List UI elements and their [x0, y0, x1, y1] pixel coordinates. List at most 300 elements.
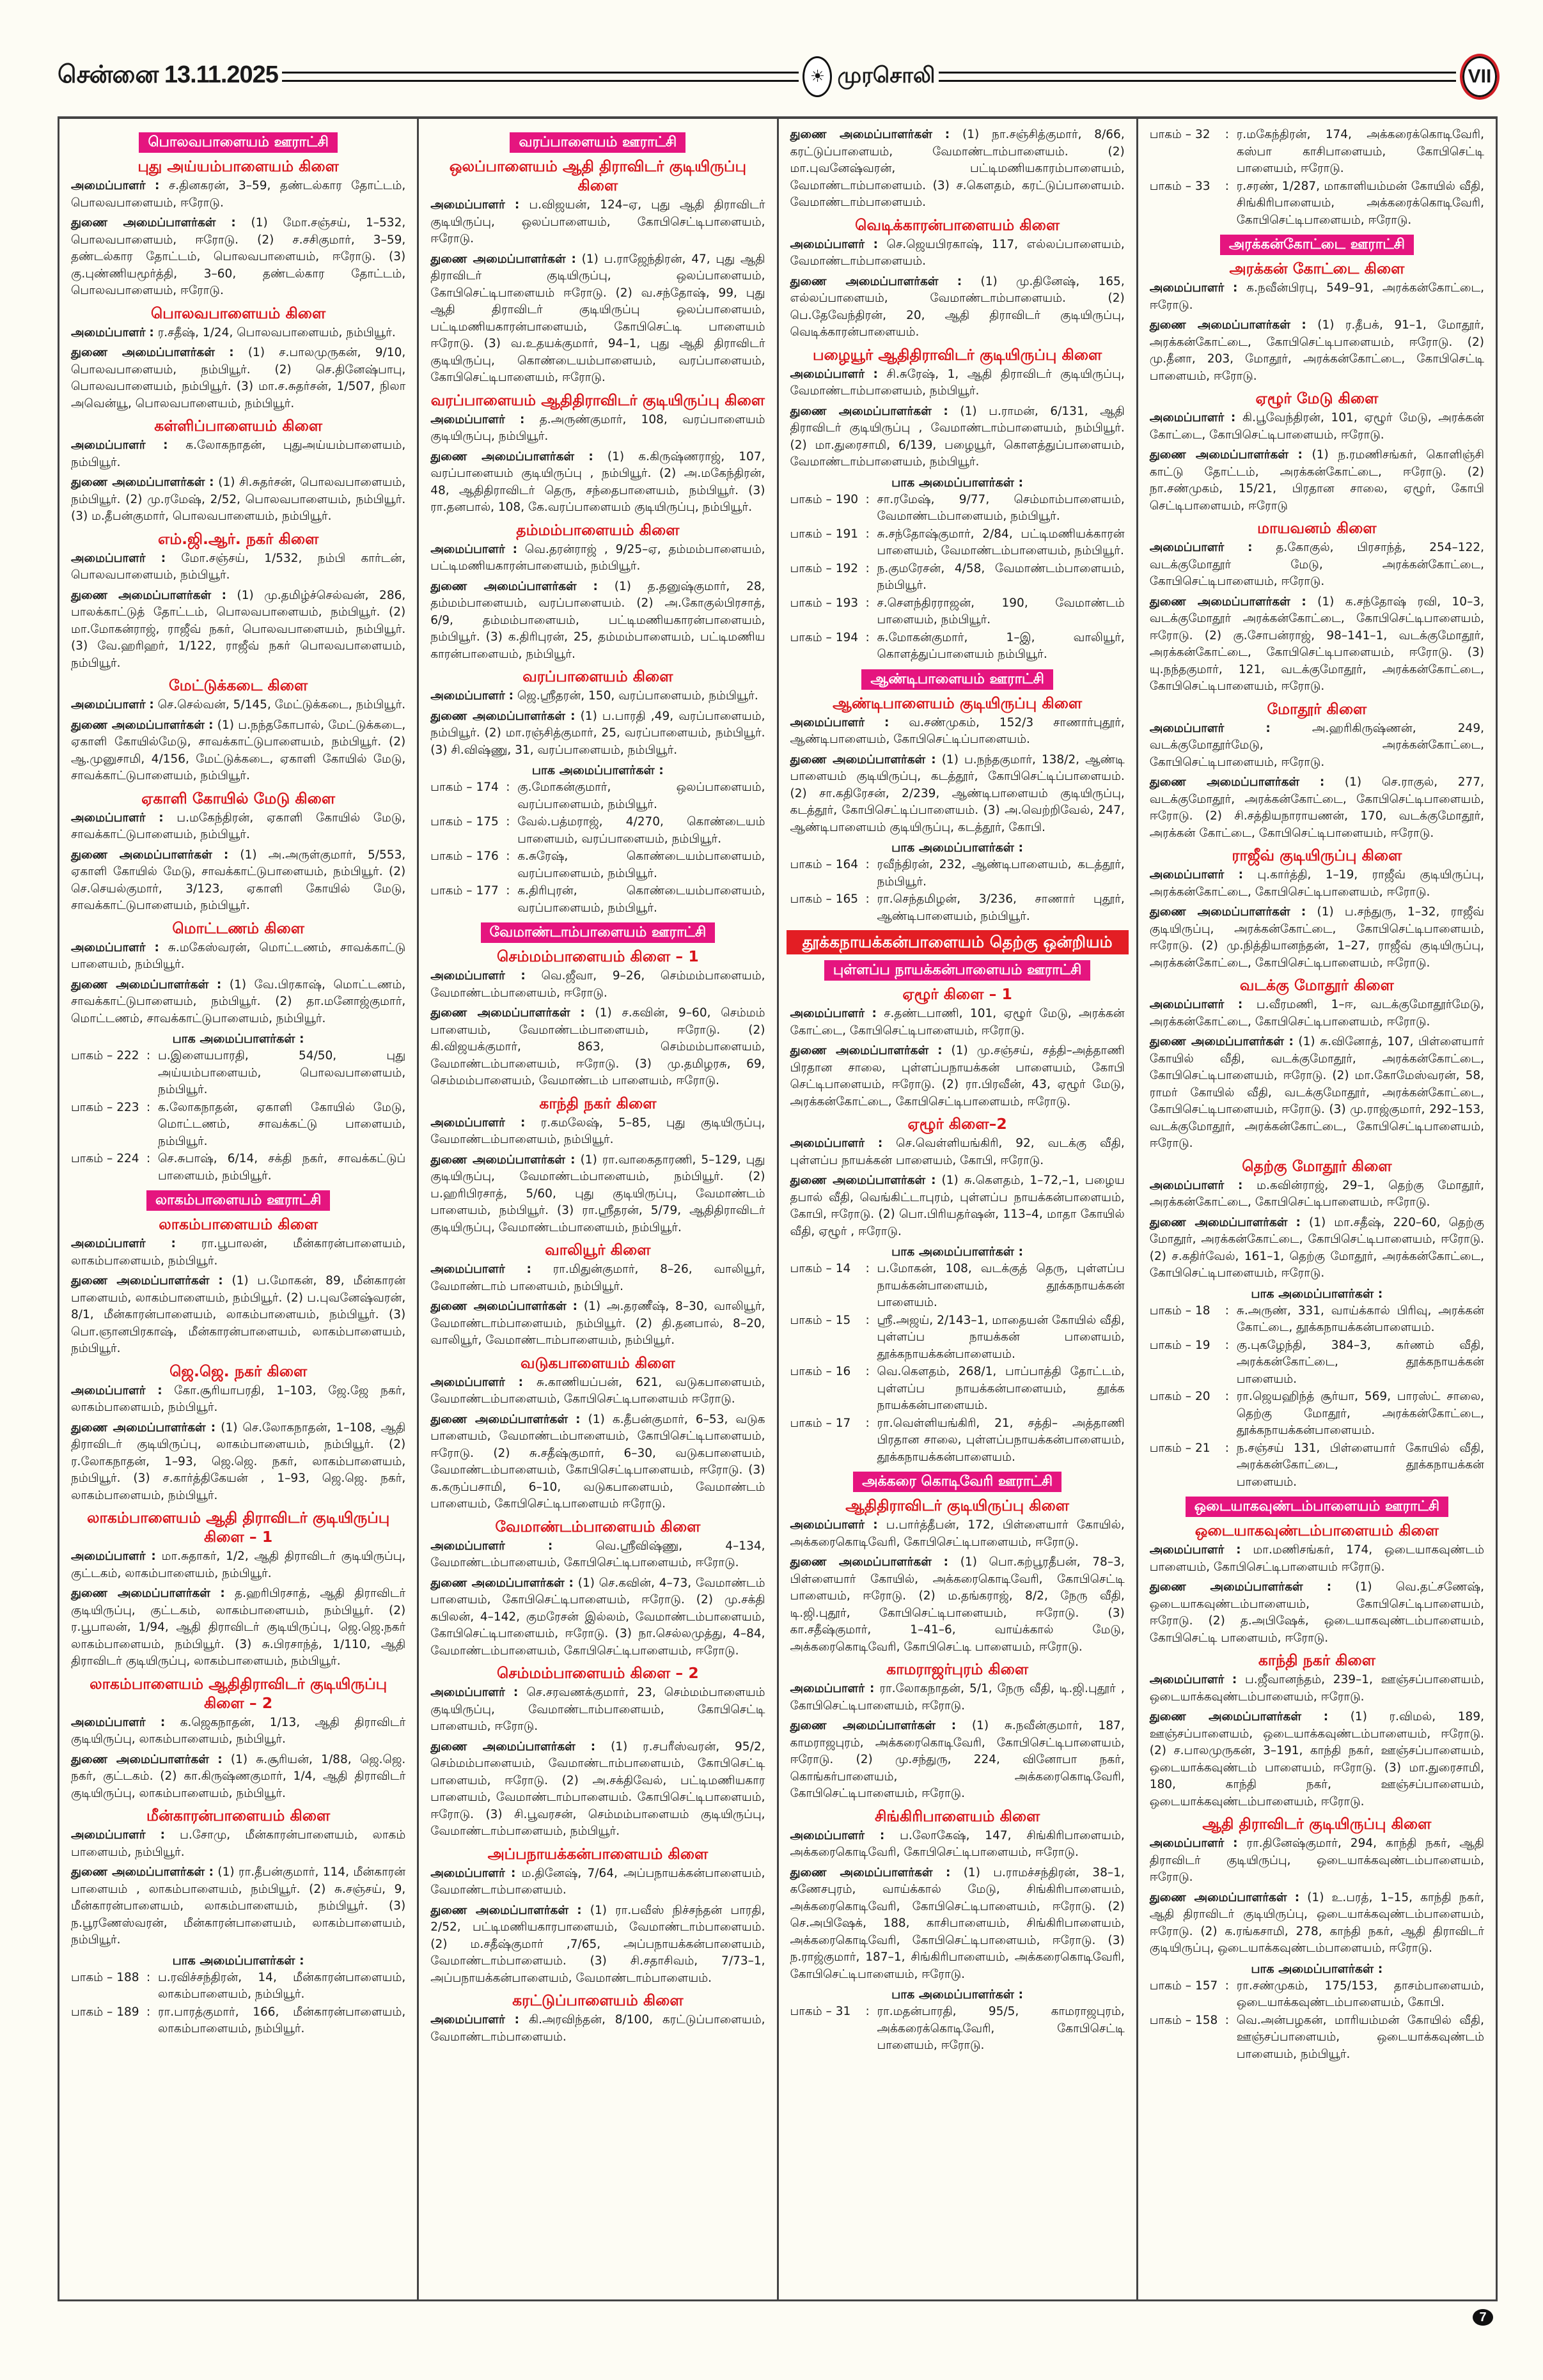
entry-colon: : [157, 1383, 162, 1397]
organizer-entry [790, 1135, 1125, 1169]
ward-label [1150, 1440, 1225, 1491]
entry-text: (1) மு.சஞ்சய், சத்தி–அத்தாணி பிரதான சாலை, புள்ளப்பநாயக்கன் பாளையம், கோபி செட்டிபாளையம், ஈரோடு. (2) ரா.பிரவீன், 43, ஏழூர் மேடு, அரக்கன்கோட்டை, கோபிசெட்டிபாளையம், ஈரோடு. [790, 1044, 1125, 1108]
ward-row [1150, 178, 1484, 229]
ward-number: 222 [116, 1049, 139, 1062]
ward-colon: : [865, 492, 870, 506]
ward-label [790, 630, 866, 664]
entry-colon: : [1237, 998, 1243, 1011]
ward-label [790, 595, 866, 629]
ward-organizer-text: சு.அருண், 331, வாய்க்கால் பிரிவு, அரக்கன் கோட்டை, தூக்கநாயக்கன்பாளையம். [1236, 1303, 1484, 1334]
organizer-entry [430, 2012, 765, 2046]
ward-organizer-text: வெ.அன்பழகன், மாரியம்மன் கோயில் வீதி, ஊஞ்சப்பாளையம், ஒடையாக்கவுண்டம் பாளையம், நம்பியூர். [1236, 2013, 1484, 2061]
entry-label: அமைப்பாளர் [1149, 721, 1225, 735]
ward-prefix: பாகம் – [430, 815, 473, 828]
ward-colon: : [506, 815, 510, 828]
entry-colon: : [572, 1300, 578, 1313]
entry-colon: : [231, 216, 236, 229]
ward-organizers-title: பாக அமைப்பாளர்கள் : [172, 1953, 304, 1968]
ward-colon: : [865, 858, 870, 871]
ward-colon: : [1225, 1338, 1229, 1352]
organizer-entry [1150, 867, 1484, 901]
ward-organizer-text: சு.சந்தோஷ்குமார், 2/84, பட்டிமணியக்காரன் பாளையம், வேமாண்டம்பாளையம், நம்பியூர். [877, 527, 1125, 557]
ward-row [430, 779, 765, 813]
branch-heading: ஏழூர் கிளை–2 [907, 1115, 1007, 1133]
ward-prefix: பாகம் – [71, 1152, 113, 1165]
entry-text: (1) செ.கவின், 4–73, வேமாண்டம் பாளையம், கோபிசெட்டிபாளையம், ஈரோடு. (2) மு.சக்தி கபிலன், 4–142, குமரேசன் இல்லம், வேமாண்டம்பாளையம், கோபிசெட்டிபாளையம், ஈரோடு. (3) நா.செல்லமுத்து, 4–84, வேமாண்டம்பாளையம், கோபிசெட்டிபாளையம், ஈரோடு. [430, 1576, 765, 1658]
organizer-entry [71, 1827, 405, 1861]
entry-colon: : [1233, 1837, 1238, 1850]
entry-label: அமைப்பாளர் [71, 551, 146, 565]
ward-organizers-title: பாக அமைப்பாளர்கள் : [1251, 1961, 1383, 1976]
branch-heading: வெடிக்காரன்பாளையம் கிளை [855, 215, 1060, 234]
organizer-entry [790, 1828, 1125, 1862]
ward-prefix: பாகம் – [430, 884, 473, 898]
ward-number: 157 [1194, 1979, 1218, 1993]
entry-colon: : [1238, 1178, 1243, 1192]
entry-text: (1) மு.தமிழ்ச்செல்வன், 286, பாலக்காட்டுத் தோட்டம், பொலவபாளையம், நம்பியூர். (2) மா.மோகன்ராஜ், ராஜீவ் நகர், பொலவபாளையம், நம்பியூர். (3) வே.ஹரிஹர், 1/122, ராஜீவ் நகர் பொலவபாளையம், நம்பியூர். [71, 588, 406, 670]
ward-colon: : [146, 1152, 151, 1165]
ward-number: 31 [835, 2005, 851, 2018]
entry-label: அமைப்பாளர் [71, 1715, 146, 1729]
ward-organizers-title: பாக அமைப்பாளர்கள் : [891, 1987, 1024, 2002]
deputy-organizers-entry [790, 127, 1125, 212]
entry-colon: : [220, 1587, 225, 1600]
entry-label: துணை அமைப்பாளர்கள் [71, 1420, 206, 1435]
panchayat-badge: அக்கரை கொடிவேரி ஊராட்சி [853, 1472, 1061, 1492]
entry-text: (1) ரா.வாகைதாரணி, 5–129, புது குடியிருப்பு, வேமாண்டம்பாளையம், நம்பியூர். (2) ப.ஹரிபிரசாத், 5/60, புது குடியிருப்பு, வேமாண்டம் பாளையம், நம்பியூர். (3) ரா.ஸ்ரீதரன், 5/79, ஆதிதிராவிடர் குடியிருப்பு, வேமாண்டம்பாளையம், நம்பியூர். [430, 1153, 765, 1234]
ward-label [790, 2003, 866, 2055]
entry-text: (1) ர.விமல், 189, ஊஞ்சப்பாளையம், ஒடையாக்கவுண்டம்பாளையம், ஈரோடு. (2) ச.பாலமுருகன், 3–191, காந்தி நகர், ஊஞ்சப்பாளையம், ஒடையாக்கவுண்டம் பாளையம், ஈரோடு. (3) மா.துரைசாமி, 180, காந்தி நகர், ஊஞ்சப்பாளையம், ஒடையாக்கவுண்டம்பாளையம், ஈரோடு. [1149, 1710, 1484, 1808]
organizer-entry [71, 325, 405, 342]
panchayat-badge: புள்ளப்ப நாயக்கன்பாளையம் ஊராட்சி [824, 960, 1090, 981]
entry-text: ச.தண்டபாணி, 101, ஏழூர் மேடு, அரக்கன் கோட்டை, கோபிசெட்டிபாளையம், ஈரோடு. [790, 1007, 1125, 1038]
entry-colon: : [588, 449, 593, 463]
entry-colon: : [1296, 1215, 1301, 1229]
entry-colon: : [577, 1903, 582, 1917]
entry-label: துணை அமைப்பாளர்கள் [790, 752, 926, 766]
entry-colon: : [570, 1153, 576, 1167]
ward-row [430, 848, 765, 882]
deputy-organizers-entry [430, 1575, 765, 1660]
entry-colon: : [945, 1865, 951, 1879]
entry-text: க.லோகநாதன், புதுஅய்யம்பாளையம், நம்பியூர். [71, 439, 406, 469]
entry-text: (1) சி.சுதர்சன், பொலவபாளையம், நம்பியூர். (2) மு.ரமேஷ், 2/52, பொலவபாளையம், நம்பியூர். (3) ம.தீபன்குமார், பொலவபாளையம், நம்பியூர். [71, 476, 406, 523]
entry-colon: : [513, 1686, 519, 1699]
entry-colon: : [508, 689, 514, 703]
entry-text: (1) ப.ராமன், 6/131, ஆதி திராவிடர் குடியிருப்பு , வேமாண்டாம்பாளையம், நம்பியூர். (2) மா.துரைசாமி, 6/139, பழையூர், கொளத்துப்பாளையம், வேமாண்டாம்பாளையம், நம்பியூர். [790, 404, 1125, 469]
ward-colon: : [146, 1100, 151, 1114]
ward-colon: : [1225, 1979, 1229, 1993]
entry-colon: : [209, 476, 214, 489]
entry-text: (1) ப.ராஜேந்திரன், 47, புது ஆதி திராவிடர் குடியிருப்பு, ஒலப்பாளையம், கோபிசெட்டிபாளையம் ஈரோடு. (2) வ.சந்தோஷ், 99, புது ஆதி திராவிடர் குடியிருப்பு ஒலப்பாளையம், பட்டிமணியகாரன்பாளையம், கோபிசெட்டி பாளையம் ஈரோடு. (3) வ.உதயக்குமார், 94–1, புது ஆதி திராவிடர் குடியிருப்பு, கொண்டையம்பாளையம், வரப்பாளையம், கோபிசெட்டிபாளையம், ஈரோடு. [430, 252, 765, 384]
entry-label: துணை அமைப்பாளர்கள் [790, 1865, 933, 1879]
entry-label: துணை அமைப்பாளர்கள் [430, 1903, 569, 1917]
entry-label: துணை அமைப்பாளர்கள் [1149, 775, 1300, 789]
ward-colon: : [865, 561, 870, 575]
newspaper-name: முரசொலி [837, 63, 936, 88]
panchayat-heading [790, 1472, 1125, 1492]
ward-label [790, 526, 866, 560]
deputy-organizers-entry [71, 1752, 405, 1803]
entry-colon: : [1248, 541, 1253, 554]
entry-colon: : [514, 198, 520, 212]
entry-colon: : [155, 179, 160, 192]
entry-text: செ.செல்வன், 5/145, மேட்டுக்கடை, நம்பியூர். [157, 698, 406, 712]
deputy-organizers-entry [1150, 1215, 1484, 1282]
ward-prefix: பாகம் – [790, 1313, 832, 1327]
branch-heading: ஜெ.ஜெ. நகர் கிளை [169, 1362, 308, 1380]
entry-colon: : [511, 1866, 516, 1880]
entry-text: ரா.மிதுன்குமார், 8–26, வாலியூர், வேமாண்டாம் பாளையம், நம்பியூர். [430, 1263, 765, 1293]
ward-number: 189 [116, 2005, 139, 2019]
ward-number: 193 [835, 596, 858, 610]
entry-colon: : [873, 1518, 878, 1532]
entry-colon: : [218, 1274, 223, 1287]
deputy-organizers-entry [790, 403, 1125, 471]
entry-label: அமைப்பாளர் [430, 198, 505, 212]
entry-colon: : [160, 1828, 165, 1842]
ward-prefix: பாகம் – [1149, 1390, 1192, 1403]
ward-label [790, 1415, 866, 1466]
ward-colon: : [865, 596, 870, 610]
branch-heading: மீன்காரன்பாளையம் கிளை [146, 1807, 331, 1824]
ward-organizers [790, 1986, 1125, 2055]
entry-label: துணை அமைப்பாளர்கள் [1149, 1035, 1284, 1048]
panchayat-badge: பொலவபாளையம் ஊராட்சி [139, 132, 337, 153]
ward-row [430, 883, 765, 917]
entry-colon: : [512, 542, 518, 556]
entry-label: அமைப்பாளர் [1149, 1543, 1225, 1557]
entry-colon: : [951, 1719, 957, 1732]
ward-organizer-text: வேல்.பத்மராஜ், 4/270, கொண்டையம் பாளையம், வரப்பாளையம், நம்பியூர். [517, 815, 765, 846]
ward-organizer-text: சு.மோகன்குமார், 1–இ, வாலியூர், கொளத்துப்பாளையம் நம்பியூர். [877, 630, 1125, 661]
ward-organizer-text: க.சுரேஷ், கொண்டையம்பாளையம், வரப்பாளையம், நம்பியூர். [517, 850, 765, 880]
branch-heading: வேமாண்டம்பாளையம் கிளை [495, 1517, 701, 1536]
organizer-entry [430, 412, 765, 446]
entry-label: துணை அமைப்பாளர்கள் [71, 1274, 210, 1287]
entry-text: கோ.சூரியாபரதி, 1–103, ஜே.ஜே நகர், லாகம்பாளையம், நம்பியூர். [71, 1383, 406, 1414]
entry-text: செ.வெள்ளியங்கிரி, 92, வடக்கு வீதி, புள்ளப்ப நாயக்கன் பாளையம், கோபி, ஈரோடு. [790, 1137, 1125, 1167]
entry-colon: : [159, 811, 164, 825]
entry-label: துணை அமைப்பாளர்கள் [1149, 1890, 1287, 1904]
entry-text: (1) ர.சபரீஸ்வரன், 95/2, செம்மம்பாளையம், வேமாண்டாம்பாளையம், கோபிசெட்டி பாளையம், ஈரோடு. (2) அ.சக்திவேல், பட்டிமணியகார பாளையம், வேமாண்டாம்பாளையம். கோபிசெட்டிபாளையம், ஈரோடு. (3) சி.பூவரசன், செம்மம்பாளையம் குடியிருப்பு, வேமாண்டாம்பாளையம், நம்பியூர். [430, 1739, 765, 1838]
entry-text: (1) செ.ராகுல், 277, வடக்குமோதூர், அரக்கன்கோட்டை, கோபிசெட்டிபாளையம், ஈரோடு. (2) சி.சத்தியநாராயணன், 170, வடக்குமோதூர், அரக்கன் கோட்டை, கோபிசெட்டிபாளையம், ஈரோடு. [1149, 775, 1484, 840]
entry-label: அமைப்பாளர் [430, 412, 505, 426]
entry-colon: : [571, 252, 576, 266]
ward-row [790, 891, 1125, 925]
entry-label: துணை அமைப்பாளர்கள் [790, 1555, 932, 1569]
ward-label [790, 857, 866, 891]
ward-number: 190 [835, 492, 858, 506]
entry-label: துணை அமைப்பாளர்கள் [1149, 595, 1290, 609]
panchayat-heading [430, 132, 765, 153]
entry-text: அ.ஹரிகிருஷ்ணன், 249, வடக்குமோதூர்மேடு, அரக்கன்கோட்டை, கோபிசெட்டிபாளையம், ஈரோடு. [1149, 721, 1484, 769]
entry-label: அமைப்பாளர் [1149, 1673, 1225, 1686]
entry-label: அமைப்பாளர் [71, 940, 146, 954]
entry-label: அமைப்பாளர் [1149, 281, 1225, 295]
entry-text: (1) ரா.தீபன்குமார், 114, மீன்காரன் பாளையம் , லாகம்பாளையம், நம்பியூர். (2) சு.சஞ்சய், 9, மீன்காரன்பாளையம், லாகம்பாளையம், நம்பியூர். (3) ந.பூரணேஸ்வரன், மீன்காரன்பாளையம், லாகம்பாளையம், நம்பியூர். [71, 1865, 406, 1947]
entry-text: (1) ச.பாலமுருகன், 9/10, பொலவபாளையம், நம்பியூர். (2) செ.தினேஷ்பாபு, பொலவபாளையம், நம்பியூர். (3) மா.ச.சுதர்சன், 1/507, நிலா அவென்யூ, பொலவபாளையம், நம்பியூர். [71, 346, 406, 410]
ward-row [71, 2004, 405, 2038]
branch-heading: ராஜீவ் குடியிருப்பு கிளை [1232, 846, 1402, 864]
entry-label: அமைப்பாளர் [71, 1828, 146, 1842]
ward-row [1150, 1388, 1484, 1440]
divider [939, 72, 1456, 82]
entry-colon: : [872, 1007, 877, 1020]
entry-colon: : [149, 698, 154, 712]
entry-text: (1) சு.வினோத், 107, பிள்ளையார் கோயில் வீதி, வடக்குமோதூர், அரக்கன்கோட்டை, கோபிசெட்டிபாளையம், ஈரோடு. (2) மா.கோமேஸ்வரன், 58, ராமர் கோயில் வீதி, வடக்குமோதூர், அரக்கன்கோட்டை, கோபிசெட்டிபாளையம், ஈரோடு. (3) மு.ராஜ்குமார், 292–153, வடக்குமோதூர், அரக்கன்கோட்டை, கோபிசெட்டிபாளையம், ஈரோடு. [1149, 1035, 1484, 1150]
entry-label: துணை அமைப்பாளர்கள் [790, 404, 932, 418]
entry-colon: : [870, 1682, 875, 1695]
ward-label [71, 1151, 146, 1185]
organizer-entry [1150, 1672, 1484, 1706]
entry-text: ப.ஜீவானந்தம், 239–1, ஊஞ்சப்பாளையம், ஒடையாக்கவுண்டம்பாளையம், ஈரோடு. [1149, 1673, 1484, 1704]
ward-row [71, 1151, 405, 1185]
entry-label: துணை அமைப்பாளர்கள் [790, 1174, 926, 1187]
entry-colon: : [1323, 1710, 1329, 1723]
entry-colon: : [210, 1420, 216, 1435]
entry-label: துணை அமைப்பாளர்கள் [430, 709, 566, 723]
entry-label: துணை அமைப்பாளர்கள் [790, 128, 932, 141]
organizer-entry [790, 1517, 1125, 1551]
ward-number: 176 [476, 850, 499, 863]
ward-number: 164 [835, 858, 858, 871]
entry-text: பு.கார்த்தி, 1–19, ராஜீவ் குடியிருப்பு, அரக்கன்கோட்டை, கோபிசெட்டிபாளையம், ஈரோடு. [1149, 868, 1485, 899]
ward-number: 177 [476, 884, 499, 898]
deputy-organizers-entry [790, 1865, 1125, 1984]
ward-colon: : [865, 527, 870, 541]
deputy-organizers-entry [790, 1172, 1125, 1240]
deputy-organizers-entry [1150, 1579, 1484, 1647]
entry-colon: : [1326, 1580, 1332, 1594]
entry-text: செ.ஜெயபிரகாஷ், 117, எல்லப்பாளையம், வேமாண்டாம்பாளையம். [790, 237, 1125, 268]
entry-text: க.ஜெகநாதன், 1/13, ஆதி திராவிடர் குடியிருப்பு, லாகம்பாளையம், நம்பியூர். [71, 1715, 406, 1746]
ward-label [1150, 1337, 1225, 1388]
panchayat-badge: வரப்பாளையம் ஊராட்சி [510, 132, 685, 153]
branch-heading: அப்பநாயக்கன்பாளையம் கிளை [487, 1844, 709, 1863]
ward-organizer-text: வெ.கௌதம், 268/1, பாப்பாத்தி தோட்டம், புள்ளப்ப நாயக்கன்பாளையம், தூக்க நாயக்கன்பாளையம். [877, 1365, 1125, 1412]
entry-label: அமைப்பாளர் [790, 1682, 865, 1695]
ward-organizer-text: ர.சரண், 1/287, மாகாளியம்மன் கோயில் வீதி, சிங்கிரிபாளையம், அக்கரைக்கொடிவேரி, கோபிசெட்டிபாளையம், ஈரோடு. [1236, 179, 1484, 227]
entry-label: அமைப்பாளர் [1149, 1178, 1225, 1192]
entry-colon: : [570, 709, 576, 723]
ward-label [790, 1261, 866, 1312]
entry-text: (1) ப.ராமச்சந்திரன், 38–1, கணேசபுரம், வாய்க்கால் மேடு, சிங்கிரிபாளையம், அக்கரைகொடிவேரி, கோபிசெட்டிபாளையம், ஈரோடு. (2) செ.அபிஷேக், 188, காசிபாளையம், சிங்கிரிபாளையம், அக்கரைகொடிவேரி, கோபிசெட்டிபாளையம், ஈரோடு. (3) ந.ராஜ்குமார், 187–1, சிங்கிரிபாளையம், அக்கரைகொடிவேரி, கோபிசெட்டிபாளையம், ஈரோடு. [790, 1865, 1125, 1981]
entry-label: அமைப்பாளர் [790, 715, 865, 729]
panchayat-heading [1150, 1497, 1484, 1517]
entry-colon: : [526, 1263, 531, 1276]
ward-organizer-text: சா.ரமேஷ், 9/77, செம்மாம்பாளையம், வேமாண்டம்பாளையம், நம்பியூர். [877, 492, 1125, 523]
entry-text: (1) ப.நந்தகுமார், 138/2, ஆண்டி பாளையம் குடியிருப்பு, கடத்தூர், கோபிசெட்டிப்பாளையம். (2) சா.கதிரேசன், 2/239, ஆண்டிபாளையம் குடியிருப்பு, கடத்தூர், கோபிசெட்டிப்பாளையம். (3) அ.வெற்றிவேல், 247, ஆண்டிபாளையம் குடியிருப்பு, கடத்தூர், கோபி. [790, 752, 1125, 834]
entry-colon: : [576, 1412, 581, 1426]
entry-label: துணை அமைப்பாளர்கள் [71, 1752, 209, 1766]
city-date: சென்னை 13.11.2025 [58, 61, 278, 88]
entry-colon: : [593, 579, 598, 593]
ward-label [790, 492, 866, 525]
entry-label: துணை அமைப்பாளர்கள் [71, 848, 212, 862]
entry-label: அமைப்பாளர் [430, 1539, 505, 1553]
entry-text: (1) வெ.தட்சணேஷ், ஒடையாகவுண்டம்பாளையம், கோபிசெட்டிபாளையம், ஈரோடு. (2) த.அபிஷேக், ஒடையாகவுண்டம்பாளையம், கோபிசெட்டி பாளையம், ஈரோடு. [1149, 1580, 1484, 1645]
ward-label [1150, 127, 1225, 178]
ward-row [790, 1261, 1125, 1312]
branch-heading: லாகம்பாளையம் ஆதிதிராவிடர் குடியிருப்பு கிளை – 2 [90, 1674, 388, 1712]
ward-row [790, 526, 1125, 560]
branch-heading: வரப்பாளையம் ஆதிதிராவிடர் குடியிருப்பு கிளை [430, 391, 765, 409]
deputy-organizers-entry [430, 1412, 765, 1513]
ward-organizer-text: ப.மோகன், 108, வடக்குத் தெரு, புள்ளப்ப நாயக்கன்பாளையம், தூக்கநாயக்கன் பாளையம். [877, 1262, 1125, 1309]
entry-label: துணை அமைப்பாளர்கள் [790, 1719, 936, 1732]
ward-organizer-text: ரா.சண்முகம், 175/153, தாசம்பாளையம், ஒடையாக்கவுண்டம்பாளையம், கோபி. [1236, 1979, 1484, 2009]
entry-colon: : [873, 367, 878, 381]
organizer-entry [71, 437, 405, 471]
ward-prefix: பாகம் – [790, 1262, 832, 1275]
entry-text: (1) மா.சதீஷ், 220–60, தெற்கு மோதூர், அரக்கன்கோட்டை, கோபிசெட்டிபாளையம், ஈரோடு. (2) ச.கதிர்வேல், 161–1, தெற்கு மோதூர், அரக்கன்கோட்டை, கோபிசெட்டிபாளையம், ஈரோடு. [1149, 1215, 1484, 1280]
entry-text: (1) சு.கௌதம், 1–72,–1, பழைய தபால் வீதி, வெங்கிட்டாபுரம், புள்ளப்ப நாயக்கன்பாளையம், கோபி, ஈரோடு. (2) பொ.பிரியதர்ஷன், 113–4, மாதா கோயில் வீதி, ஏழூர் , ஈரோடு. [790, 1174, 1125, 1238]
entry-text: ஜெ.ஸ்ரீதரன், 150, வரப்பாளையம், நம்பியூர். [517, 689, 758, 703]
ward-number: 224 [116, 1152, 139, 1165]
ward-number: 33 [1194, 179, 1210, 193]
entry-text: (1) ரா.பவீஸ் நிச்சந்தன் பாரதி, 2/52, பட்டிமணியகாரபாளையம், வேமாண்டாம்பாளையம். (2) ம.சதீஷ்குமார் ,7/65, அப்பநாயக்கன்பாளையம், வேமாண்டாம்பாளையம். (3) சி.சதாசிவம், 7/73–1, அப்பநாயக்கன்பாளையம், வேமாண்டாம்பாளையம். [430, 1903, 765, 1985]
ward-label [1150, 1303, 1225, 1337]
entry-colon: : [547, 1539, 553, 1553]
deputy-organizers-entry [71, 847, 405, 915]
entry-label: துணை அமைப்பாளர்கள் [71, 718, 205, 732]
branch-heading: ஒடையாகவுண்டம்பாளையம் கிளை [1194, 1521, 1439, 1539]
ward-organizer-text: க.திரிபுரன், கொண்டையம்பாளையம், வரப்பாளையம், நம்பியூர். [517, 884, 765, 915]
organizer-entry [430, 1865, 765, 1899]
newspaper-logo [803, 56, 935, 97]
entry-label: துணை அமைப்பாளர்கள் [71, 216, 216, 229]
deputy-organizers-entry [430, 708, 765, 759]
entry-colon: : [590, 1739, 596, 1754]
entry-label: துணை அமைப்பாளர்கள் [430, 1006, 570, 1020]
deputy-organizers-entry [430, 1152, 765, 1237]
deputy-organizers-entry [71, 1585, 405, 1670]
ward-organizer-text: கு.மோகன்குமார், ஒலப்பாளையம், வரப்பாளையம், நம்பியூர். [517, 781, 765, 811]
entry-label: துணை அமைப்பாளர்கள் [71, 346, 215, 359]
ward-number: 158 [1194, 2013, 1218, 2027]
branch-heading: செம்மம்பாளையம் கிளை – 2 [497, 1664, 699, 1682]
ward-organizers [430, 762, 765, 917]
ward-organizer-text: ப.ரவிச்சந்திரன், 14, மீன்காரன்பாளையம், லாகம்பாளையம், நம்பியூர். [158, 1970, 406, 2001]
ward-prefix: பாகம் – [71, 1970, 113, 1984]
entry-colon: : [944, 128, 950, 141]
organizer-entry [430, 688, 765, 705]
ward-prefix: பாகம் – [790, 596, 832, 610]
column-2 [419, 119, 778, 2299]
entry-label: அமைப்பாளர் [790, 1007, 865, 1020]
organizer-entry [71, 550, 405, 584]
entry-label: அமைப்பாளர் [790, 1828, 865, 1842]
entry-colon: : [937, 1044, 943, 1057]
ward-number: 15 [835, 1313, 851, 1327]
ward-prefix: பாகம் – [790, 1416, 832, 1430]
ward-prefix: பாகம் – [790, 892, 832, 906]
entry-colon: : [884, 715, 889, 729]
ward-row [790, 595, 1125, 629]
entry-label: துணை அமைப்பாளர்கள் [71, 476, 205, 489]
deputy-organizers-entry [71, 474, 405, 525]
entry-colon: : [1232, 1673, 1237, 1686]
entry-label: துணை அமைப்பாளர்கள் [71, 1865, 205, 1879]
ward-number: 165 [835, 892, 858, 906]
entry-label: அமைப்பாளர் [71, 1383, 146, 1397]
entry-colon: : [1232, 281, 1238, 295]
panchayat-badge: லாகம்பாளையம் ஊராட்சி [146, 1190, 331, 1211]
entry-text: (1) உ.பரத், 1–15, காந்தி நகர், ஆதி திராவிடர் குடியிருப்பு, ஒடையாக்கவுண்டம்பாளையம், ஈரோடு. (2) க.ரங்கசாமி, 278, காந்தி நகர், ஆதி திராவிடர் குடியிருப்பு, ஒடையாக்கவுண்டம்பாளையம், ஈரோடு. [1149, 1890, 1485, 1955]
deputy-organizers-entry [1150, 447, 1484, 515]
ward-colon: : [865, 1365, 870, 1378]
organizer-entry [1150, 1835, 1484, 1886]
ward-prefix: பாகம் – [430, 781, 473, 794]
ward-number: 14 [835, 1262, 851, 1275]
organizer-entry [1150, 410, 1484, 444]
ward-label [430, 848, 506, 882]
ward-prefix: பாகம் – [1149, 1441, 1192, 1455]
branch-heading: ஏழூர் கிளை – 1 [902, 985, 1012, 1003]
branch-heading: காந்தி நகர் கிளை [539, 1094, 657, 1112]
entry-colon: : [216, 977, 222, 992]
ward-number: 223 [116, 1100, 139, 1114]
ward-row [71, 1048, 405, 1099]
ward-organizer-text: க.லோகநாதன், ஏகாளி கோயில் மேடு, மொட்டணம், சாவக்கட்டு பாளையம், நம்பியூர். [158, 1100, 406, 1148]
branch-heading: மேட்டுக்கடை கிளை [169, 676, 308, 694]
entry-label: அமைப்பாளர் [1149, 541, 1225, 554]
deputy-organizers-entry [430, 1902, 765, 1987]
organizer-entry [430, 541, 765, 575]
ward-colon: : [506, 884, 510, 898]
ward-organizers-title: பாக அமைப்பாளர்கள் : [891, 475, 1024, 490]
entry-text: (1) ப.சந்துரு, 1–32, ராஜீவ் குடியிருப்பு, அரக்கன்கோட்டை, கோபிசெட்டிபாளையம், ஈரோடு. (2) மு.நித்தியானந்தன், 1–27, ராஜீவ் குடியிருப்பு, அரக்கன்கோட்டை, கோபிசெட்டிபாளையம், ஈரோடு. [1149, 905, 1484, 970]
entry-text: (1) ந.ரமணிசங்கர், கொளிஞ்சி காட்டு தோட்டம், அரக்கன்கோட்டை, ஈரோடு. (2) நா.சண்முகம், 15/21, பிரதான சாலை, ஏழூர், கோபி செட்டிபாளையம், ஈரோடு [1149, 448, 1485, 513]
entry-label: துணை அமைப்பாளர்கள் [71, 588, 212, 602]
organizer-entry [71, 810, 405, 844]
masthead [58, 54, 1500, 99]
ward-colon: : [146, 1049, 151, 1062]
ward-row [1150, 1440, 1484, 1491]
organizer-entry [71, 1383, 405, 1417]
ward-prefix: பாகம் – [790, 2005, 832, 2018]
entry-text: ரா.லோகநாதன், 5/1, நேரு வீதி, டி.ஜி.புதூர் , கோபிசெட்டிபாளையம், ஈரோடு. [790, 1682, 1125, 1713]
entry-label: துணை அமைப்பாளர்கள் [1149, 1215, 1288, 1229]
entry-text: மோ.சஞ்சய், 1/532, நம்பி கார்டன், பொலவபாளையம், நம்பியூர். [71, 551, 406, 582]
entry-text: வ.சண்முகம், 152/3 சாணார்புதூர், ஆண்டிபாளையம், கோபிசெட்டிப்பாளையம். [790, 715, 1125, 746]
ward-organizer-text: ந.குமரேசன், 4/58, வேமாண்டம்பாளையம், நம்பியூர். [877, 561, 1125, 592]
ward-number: 17 [835, 1416, 851, 1430]
entry-colon: : [229, 346, 234, 359]
organizer-entry [1150, 1542, 1484, 1576]
entry-label: துணை அமைப்பாளர்கள் [1149, 448, 1288, 462]
branch-heading: ஆதிதிராவிடர் குடியிருப்பு கிளை [845, 1497, 1069, 1514]
entry-text: (1) மோ.சஞ்சய், 1–532, பொலவபாளையம், ஈரோடு. (2) ச.சசிகுமார், 3–59, தண்டல்கார தோட்டம், பொலவபாளையம், ஈரோடு. (3) கு.புண்ணியமூர்த்தி, 3–60, தண்டல்கார தோட்டம், பொலவபாளையம், ஈரோடு. [71, 216, 406, 297]
ward-prefix: பாகம் – [790, 492, 832, 506]
entry-colon: : [149, 325, 154, 339]
entry-text: (1) க.தீபன்குமார், 6–53, வடுக பாளையம், வேமாண்டம்பாளையம், கோபிசெட்டிபாளையம், ஈரோடு. (2) சு.சதீஷ்குமார், 6–30, வடுகபாளையம், வேமாண்டம்பாளையம், கோபிசெட்டிபாளையம், ஈரோடு. (3) க.கருப்பசாமி, 6–10, வடுகபாளையம், வேமாண்டம் பாளையம், கோபிசெட்டிபாளையம் ஈரோடு. [430, 1412, 765, 1511]
entry-label: அமைப்பாளர் [430, 1263, 505, 1276]
entry-colon: : [568, 1576, 574, 1590]
ward-row [1150, 2012, 1484, 2064]
branch-heading: மாயவனம் கிளை [1257, 519, 1377, 537]
ward-organizers [71, 1952, 405, 2038]
entry-colon: : [1301, 595, 1306, 609]
ward-label [430, 883, 506, 917]
entry-text: (1) ப.மோகன், 89, மீன்காரன் பாளையம், லாகம்பாளையம், நம்பியூர். (2) ப.புவனேஷ்வரன், 8/1, மீன்காரன்பாளையம், லாகம்பாளையம், நம்பியூர். (3) பொ.ஞானபிரகாஷ், மீன்காரன்பாளையம், லாகம்பாளையம், நம்பியூர். [71, 1274, 406, 1355]
entry-text: ப.வீரமணி, 1–ஈ, வடக்குமோதூர்மேடு, அரக்கன்கோட்டை, கோபிசெட்டிபாளையம், ஈரோடு. [1149, 998, 1484, 1029]
ward-row [1150, 127, 1484, 178]
branch-heading: வடுகபாளையம் கிளை [521, 1353, 675, 1372]
ward-prefix: பாகம் – [71, 1100, 113, 1114]
column-4 [1138, 119, 1498, 2299]
